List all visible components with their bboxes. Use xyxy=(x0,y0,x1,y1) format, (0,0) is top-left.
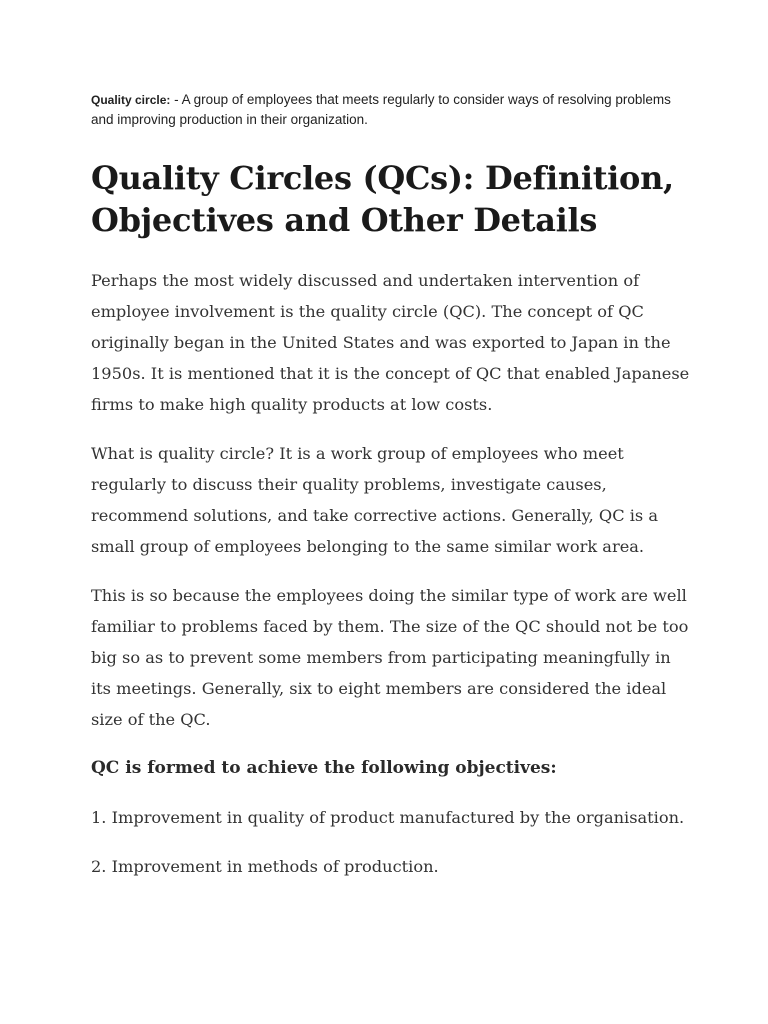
paragraph-3: This is so because the employees doing the similar type of work are well familiar to problems faced by them. The size of the QC should not be too big so as to prevent some members from participating meaningfully in its meetings. Generally, six to eight members are considered the ideal size of the QC. xyxy=(91,586,689,729)
objective-item-1: 1. Improvement in quality of product manufactured by the organisation. xyxy=(91,808,685,827)
objectives-heading: QC is formed to achieve the following objectives: xyxy=(91,758,557,778)
intro-definition xyxy=(91,90,691,130)
intro-term: Quality circle: xyxy=(91,93,171,107)
objective-item-2: 2. Improvement in methods of production. xyxy=(91,857,439,876)
article-title: Quality Circles (QCs): Definition, Objectives and Other Details xyxy=(91,159,674,239)
paragraph-2: What is quality circle? It is a work group of employees who meet regularly to discuss their quality problems, investigate causes, recommend solutions, and take corrective actions. Generally, QC is a small group of employees belonging to the same similar work area. xyxy=(91,444,659,556)
document-page xyxy=(91,90,691,900)
paragraph-1: Perhaps the most widely discussed and undertaken intervention of employee involvement is the quality circle (QC). The concept of QC originally began in the United States and was exported to Japan in the 1950s. It is mentioned that it is the concept of QC that enabled Japanese firms to make high quality products at low costs. xyxy=(91,271,690,414)
intro-definition-text: - A group of employees that meets regularly to consider ways of resolving problems and improving production in their organization. xyxy=(91,92,671,127)
